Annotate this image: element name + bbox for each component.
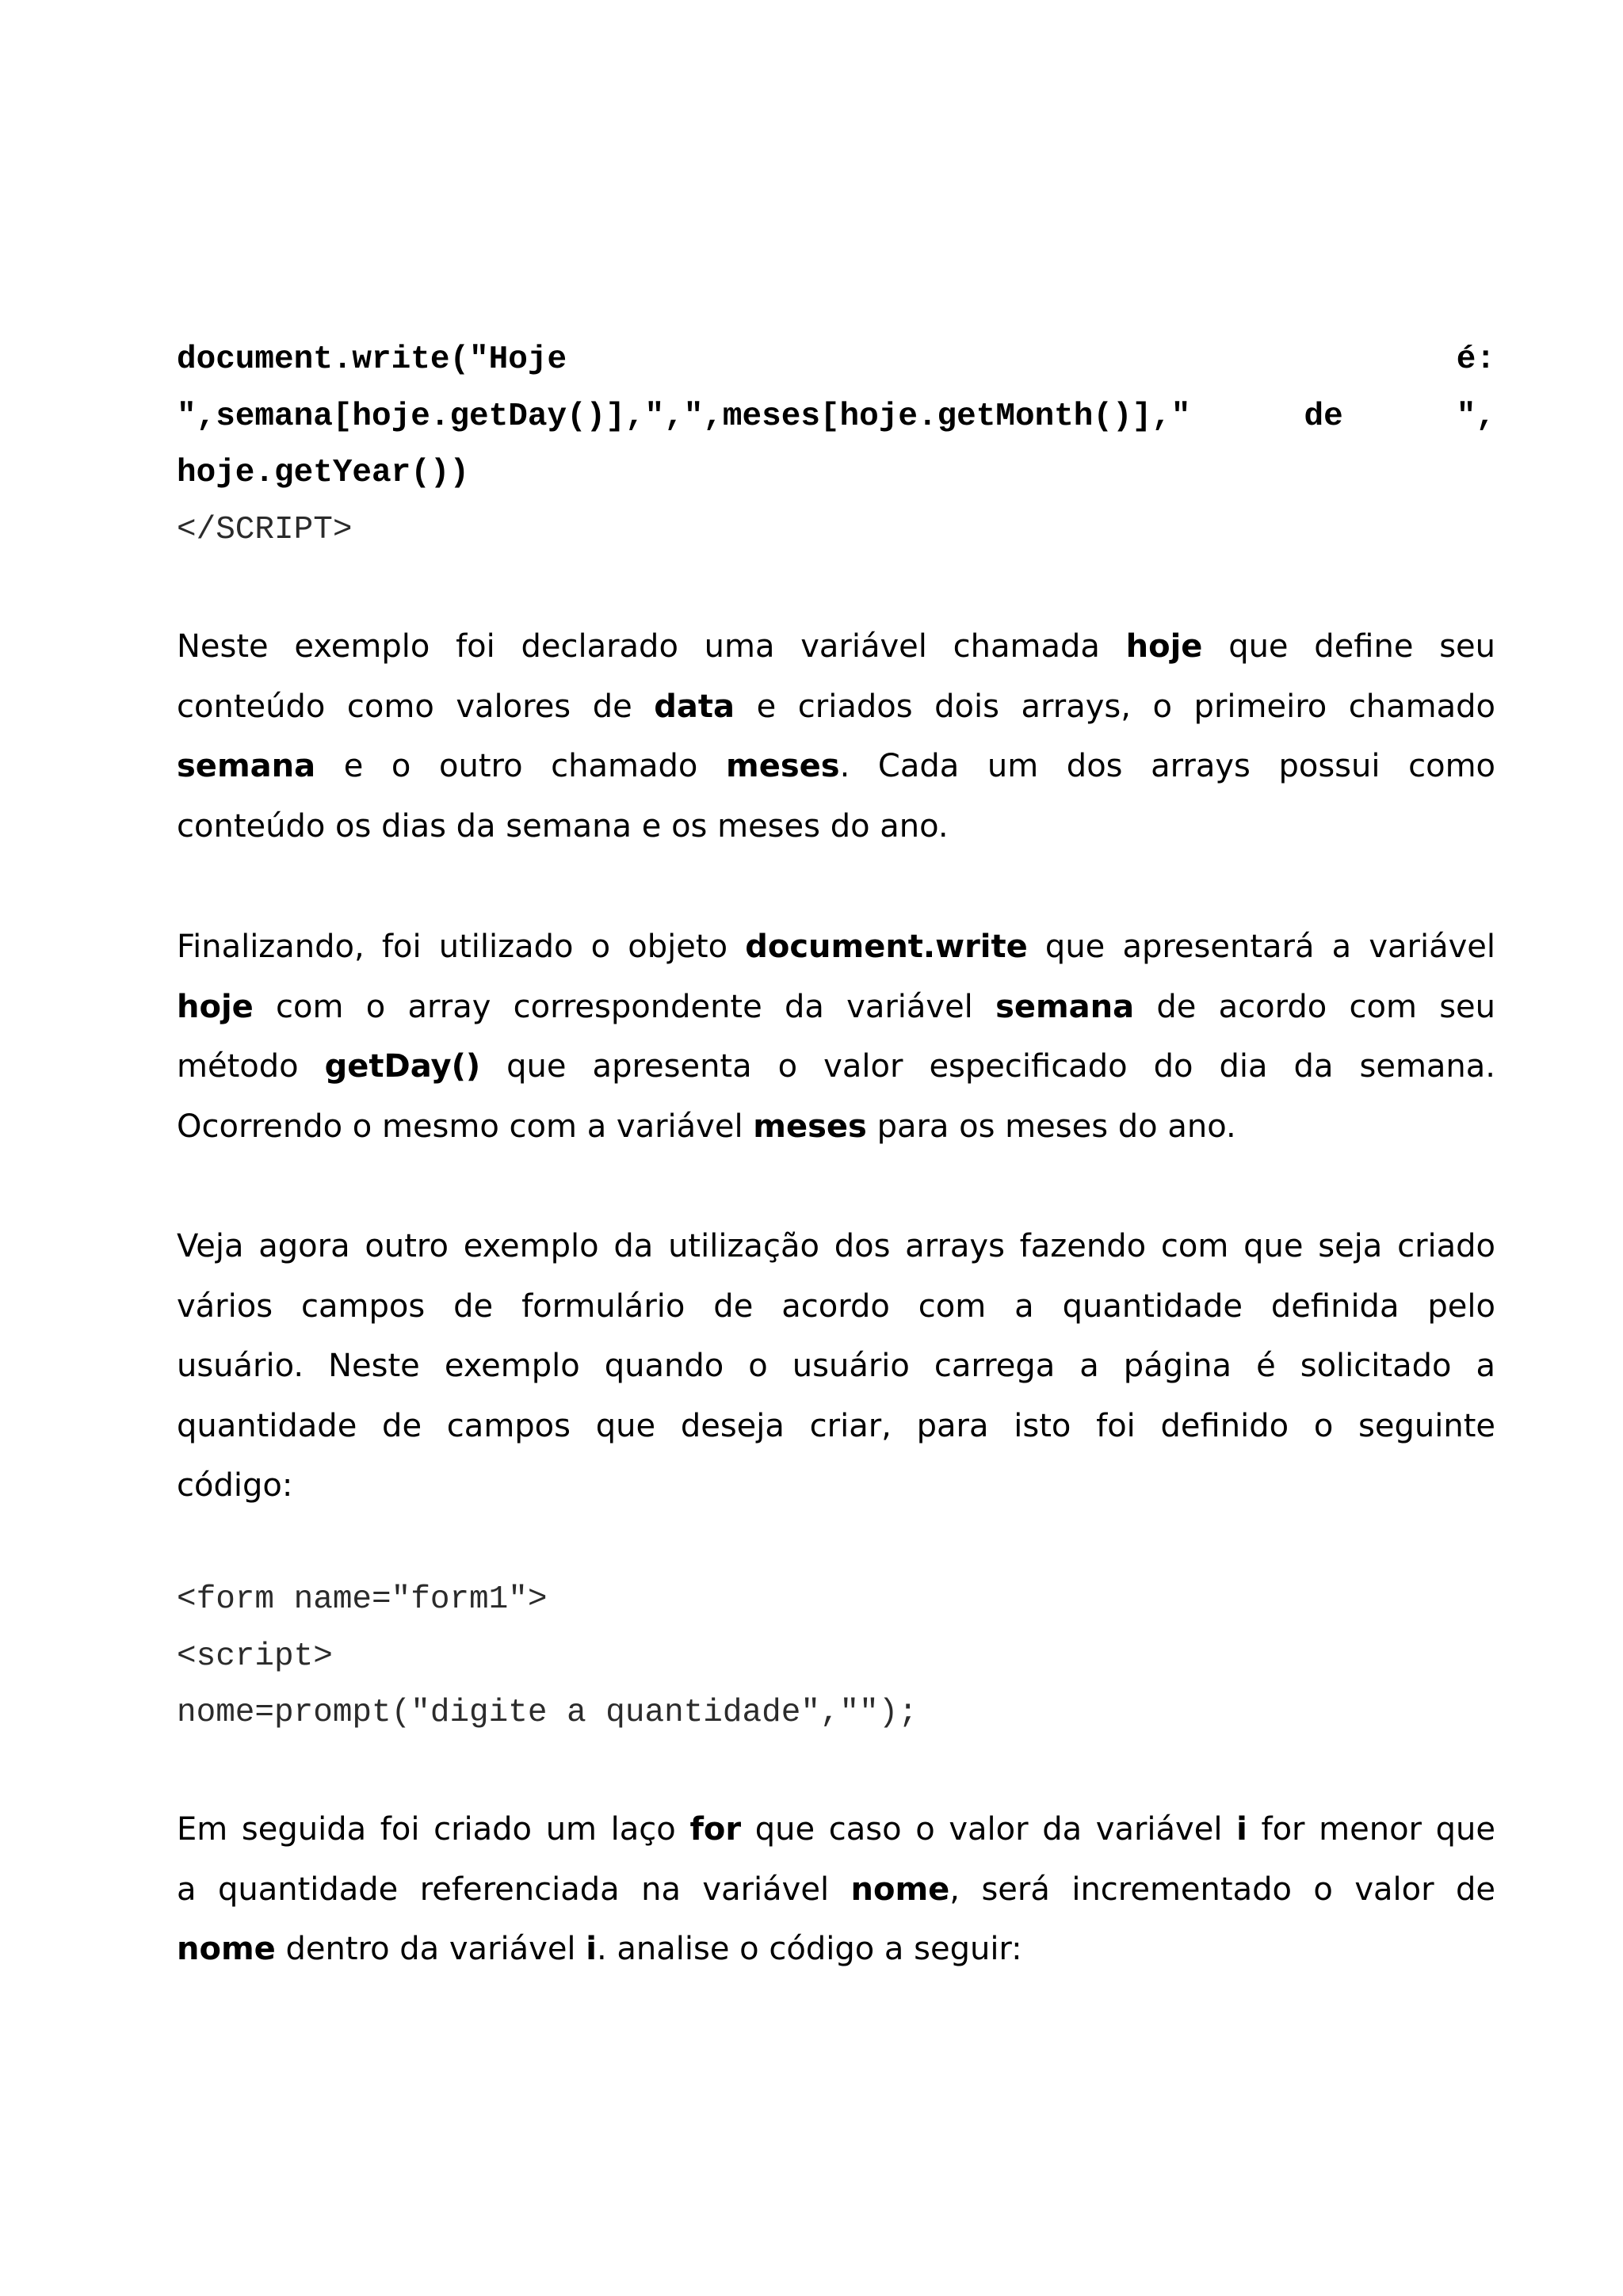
text-run: que apresentará a variável <box>1027 929 1495 965</box>
code-text: de <box>1304 398 1343 435</box>
paragraph-line <box>177 1337 1495 1397</box>
text-run: conteúdo como valores de <box>177 688 655 725</box>
paragraph-line <box>177 1456 1495 1516</box>
text-run: Finalizando, foi utilizado o objeto <box>177 929 746 965</box>
paragraph <box>177 1800 1495 1980</box>
paragraph-line <box>177 737 1495 797</box>
text-run: que apresenta o valor especificado do dia da semana. <box>480 1048 1495 1085</box>
code-line: hoje.getYear()) <box>177 455 470 491</box>
paragraph-line <box>177 1217 1495 1277</box>
text-run: for menor que <box>1247 1811 1495 1848</box>
paragraph <box>177 617 1495 856</box>
text-run: que define seu <box>1202 628 1495 665</box>
code-line: <form name="form1"> <box>177 1581 548 1618</box>
text-run: que caso o valor da variável <box>741 1811 1237 1848</box>
text-run: usuário. Neste exemplo quando o usuário carrega a página é solicitado a <box>177 1348 1495 1385</box>
text-run: quantidade de campos que deseja criar, para isto foi definido o seguinte <box>177 1407 1495 1444</box>
code-line: nome=prompt("digite a quantidade",""); <box>177 1695 918 1731</box>
bold-term: for <box>689 1811 742 1848</box>
text-run: , será incrementado o valor de <box>949 1871 1495 1908</box>
paragraph <box>177 1217 1495 1516</box>
text-run: para os meses do ano. <box>866 1108 1236 1145</box>
text-run: e criados dois arrays, o primeiro chamado <box>735 688 1495 725</box>
bold-term: i <box>586 1931 597 1968</box>
paragraph-line <box>177 978 1495 1038</box>
text-run: e o outro chamado <box>315 748 727 785</box>
paragraph-line <box>177 617 1495 677</box>
text-run: a quantidade referenciada na variável <box>177 1871 851 1908</box>
text-run: método <box>177 1048 325 1085</box>
paragraph-line <box>177 1860 1495 1920</box>
text-run: dentro da variável <box>275 1931 586 1968</box>
paragraph-line <box>177 1800 1495 1860</box>
paragraph-line <box>177 1097 1495 1158</box>
bold-term: document.write <box>745 929 1028 965</box>
bold-term: hoje <box>177 988 254 1025</box>
text-run: de acordo com seu <box>1134 988 1495 1025</box>
bold-term: nome <box>850 1871 950 1908</box>
bold-term: i <box>1236 1811 1247 1848</box>
text-run: Ocorrendo o mesmo com a variável <box>177 1108 754 1145</box>
paragraph-line <box>177 917 1495 978</box>
text-run: com o array correspondente da variável <box>253 988 996 1025</box>
code-line <box>177 332 1495 389</box>
code-block-form-prompt <box>177 1572 1495 1742</box>
paragraph-line <box>177 1037 1495 1097</box>
paragraph-line <box>177 677 1495 738</box>
code-line: <script> <box>177 1638 333 1675</box>
paragraph-line <box>177 1397 1495 1457</box>
text-run: código: <box>177 1467 293 1505</box>
code-text: document.write("Hoje <box>177 341 567 378</box>
bold-term: getDay() <box>324 1048 481 1085</box>
bold-term: semana <box>177 748 316 785</box>
text-run: . Cada um dos arrays possui como <box>839 748 1495 785</box>
paragraph-line <box>177 1920 1495 1980</box>
paragraph-line <box>177 1277 1495 1337</box>
text-run: Veja agora outro exemplo da utilização dos arrays fazendo com que seja criado <box>177 1228 1495 1264</box>
paragraph-line <box>177 797 1495 857</box>
bold-term: semana <box>995 988 1135 1025</box>
code-text: ", <box>1456 398 1495 435</box>
bold-term: nome <box>177 1931 276 1968</box>
code-text: ",semana[hoje.getDay()],",",meses[hoje.getMonth()]," <box>177 398 1191 435</box>
code-line: </SCRIPT> <box>177 511 353 548</box>
code-text: é: <box>1456 341 1495 378</box>
paragraph <box>177 917 1495 1157</box>
text-run: . analise o código a seguir: <box>596 1931 1022 1968</box>
text-run: Neste exemplo foi declarado uma variável chamada <box>177 628 1126 665</box>
bold-term: hoje <box>1125 628 1203 665</box>
text-run: vários campos de formulário de acordo com a quantidade definida pelo <box>177 1287 1495 1325</box>
text-run: conteúdo os dias da semana e os meses do ano. <box>177 807 949 845</box>
code-line <box>177 389 1495 446</box>
bold-term: meses <box>753 1108 867 1145</box>
text-run: Em seguida foi criado um laço <box>177 1811 690 1848</box>
bold-term: data <box>654 688 735 725</box>
code-block-date-output <box>177 332 1495 559</box>
bold-term: meses <box>726 748 840 785</box>
